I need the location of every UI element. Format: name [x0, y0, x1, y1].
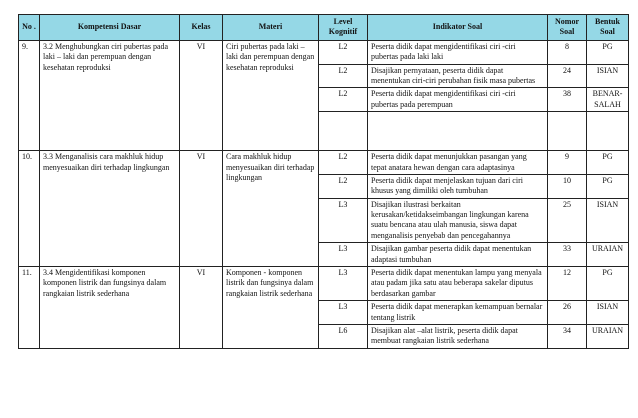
level-cell: L2	[319, 174, 368, 198]
level-cell: L3	[319, 198, 368, 243]
header-kelas: Kelas	[180, 15, 223, 41]
level-cell: L3	[319, 267, 368, 301]
no-cell: 11.	[19, 267, 40, 349]
kelas-cell: VI	[180, 267, 223, 349]
nomor-cell: 34	[548, 324, 587, 348]
indikator-cell: Peserta didik dapat menentukan lampu yang menyala atau padam jika satu atau beberapa sakelar diputus berdasarkan gambar	[368, 267, 548, 301]
materi-cell: Komponen - komponen listrik dan fungsinya dalam rangkaian listrik sederhana	[223, 267, 319, 349]
level-cell: L3	[319, 243, 368, 267]
indikator-cell: Peserta didik dapat mengidentifikasi ciri -ciri pubertas pada laki laki	[368, 40, 548, 64]
header-row	[19, 15, 629, 41]
table-row	[19, 151, 629, 175]
bentuk-cell: ISIAN	[587, 301, 629, 325]
nomor-cell: 12	[548, 267, 587, 301]
bentuk-cell: BENAR-SALAH	[587, 88, 629, 112]
nomor-cell: 33	[548, 243, 587, 267]
kelas-cell: VI	[180, 40, 223, 150]
no-cell: 9.	[19, 40, 40, 150]
table-row	[19, 267, 629, 301]
indikator-cell: Peserta didik dapat menjelaskan tujuan dari ciri khusus yang dimiliki oleh tumbuhan	[368, 174, 548, 198]
materi-cell: Ciri pubertas pada laki – laki dan perempuan dengan kesehatan reproduksi	[223, 40, 319, 150]
header-nomor: Nomor Soal	[548, 15, 587, 41]
nomor-cell: 24	[548, 64, 587, 88]
materi-cell: Cara makhluk hidup menyesuaikan diri terhadap lingkungan	[223, 151, 319, 267]
nomor-cell: 9	[548, 151, 587, 175]
nomor-cell: 38	[548, 88, 587, 112]
empty-cell	[319, 112, 368, 151]
header-no: No .	[19, 15, 40, 41]
bentuk-cell: PG	[587, 40, 629, 64]
bentuk-cell: PG	[587, 151, 629, 175]
header-level: Level Kognitif	[319, 15, 368, 41]
kisi-kisi-table	[18, 14, 629, 349]
bentuk-cell: URAIAN	[587, 243, 629, 267]
level-cell: L2	[319, 88, 368, 112]
bentuk-cell: PG	[587, 174, 629, 198]
bentuk-cell: ISIAN	[587, 64, 629, 88]
table-row	[19, 40, 629, 64]
empty-cell	[368, 112, 548, 151]
indikator-cell: Disajikan gambar peserta didik dapat menentukan adaptasi tumbuhan	[368, 243, 548, 267]
indikator-cell: Peserta didik dapat mengidentifikasi ciri -ciri pubertas pada perempuan	[368, 88, 548, 112]
kelas-cell: VI	[180, 151, 223, 267]
indikator-cell: Peserta didik dapat menunjukkan pasangan yang tepat anatara hewan dengan cara adaptasinya	[368, 151, 548, 175]
nomor-cell: 8	[548, 40, 587, 64]
kompetensi-cell: 3.4 Mengidentifikasi komponen komponen listrik dan fungsinya dalam rangkaian listrik sederhana	[40, 267, 180, 349]
kompetensi-cell: 3.3 Menganalisis cara makhluk hidup menyesuaikan diri terhadap lingkungan	[40, 151, 180, 267]
level-cell: L2	[319, 40, 368, 64]
level-cell: L6	[319, 324, 368, 348]
nomor-cell: 10	[548, 174, 587, 198]
indikator-cell: Disajikan pernyataan, peserta didik dapat menentukan ciri-ciri perubahan fisik masa pubertas	[368, 64, 548, 88]
indikator-cell: Peserta didik dapat menerapkan kemampuan bernalar tentang listrik	[368, 301, 548, 325]
kompetensi-cell: 3.2 Menghubungkan ciri pubertas pada laki – laki dan perempuan dengan kesehatan reproduksi	[40, 40, 180, 150]
level-cell: L2	[319, 151, 368, 175]
bentuk-cell: URAIAN	[587, 324, 629, 348]
nomor-cell: 25	[548, 198, 587, 243]
header-materi: Materi	[223, 15, 319, 41]
nomor-cell: 26	[548, 301, 587, 325]
indikator-cell: Disajikan alat –alat listrik, peserta didik dapat membuat rangkaian listrik sederhana	[368, 324, 548, 348]
header-bentuk: Bentuk Soal	[587, 15, 629, 41]
empty-cell	[587, 112, 629, 151]
bentuk-cell: ISIAN	[587, 198, 629, 243]
level-cell: L3	[319, 301, 368, 325]
bentuk-cell: PG	[587, 267, 629, 301]
no-cell: 10.	[19, 151, 40, 267]
header-indikator: Indikator Soal	[368, 15, 548, 41]
header-kompetensi: Kompetensi Dasar	[40, 15, 180, 41]
indikator-cell: Disajikan ilustrasi berkaitan kerusakan/ketidakseimbangan lingkungan karena suatu bencana atau ulah manusia, siswa dapat menganalisis penyebab dan pencegahannya	[368, 198, 548, 243]
empty-cell	[548, 112, 587, 151]
level-cell: L2	[319, 64, 368, 88]
